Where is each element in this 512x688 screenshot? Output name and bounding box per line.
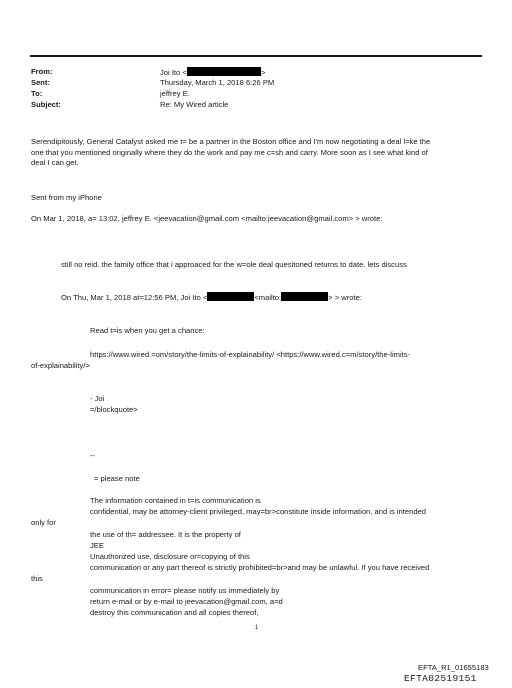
disclaimer-line: return e-mail or by e-mail to jeevacation@gmail.com, a=d <box>90 597 283 606</box>
disclaimer-line: the use of th= addressee. It is the property of <box>90 530 241 539</box>
redaction-box <box>281 292 328 301</box>
read-this-line: Read t=is when you get a chance: <box>90 326 205 335</box>
sent-from-line: Sent from my iPhone <box>31 193 102 202</box>
to-value: jeffrey E. <box>160 89 190 98</box>
quote2-attribution <box>61 292 362 303</box>
disclaimer-line: destroy this communication and all copies thereof, <box>90 608 259 617</box>
disclaimer-line: confidential, may be attorney-client privileged, may=br>constitute inside information, and is intended <box>90 507 427 516</box>
body-line: deal I can get. <box>31 158 79 167</box>
body-paragraph <box>31 137 430 169</box>
doc-id-small: EFTA_R1_01655183 <box>418 663 489 672</box>
disclaimer-line: communication in error= please notify us immediately by <box>90 586 280 595</box>
page-number: 1 <box>255 625 259 631</box>
from-name: Joi Ito < <box>160 68 187 77</box>
body-line: Serendipitously, General Catalyst asked me t= be a partner in the Boston office and I'm now negotiating a deal l=ke the <box>31 137 431 146</box>
to-label: To: <box>31 89 43 98</box>
disclaimer-line: Unauthorized use, disclosure or=copying of this <box>90 552 250 561</box>
please-note-line: = please note <box>94 474 140 483</box>
quote2-mailto: <mailto: <box>254 293 282 302</box>
only-for-text: only for <box>31 518 56 527</box>
disclaimer-line: JEE <box>90 541 104 550</box>
body-line: one that you mentioned originally where they do the work and pay me c=sh and carry. More soon as I see what kind of <box>31 147 428 157</box>
from-label: From: <box>31 67 53 76</box>
from-close: > <box>260 68 266 77</box>
article-link-line1[interactable]: https://www.wired.=om/story/the-limits-of-explainability/ <https://www.wired.c=m/story/the-limits- <box>90 350 411 359</box>
from-value <box>160 67 265 78</box>
this-text: this <box>31 574 43 583</box>
disclaimer-line: communication or any part thereof is strictly prohibited=br>and may be unlawful. If you have received <box>90 563 430 572</box>
separator-dashes: -- <box>90 451 96 460</box>
article-link-line2[interactable]: of-explainability/> <box>31 361 90 370</box>
redaction-box <box>207 292 254 301</box>
disclaimer-line: The information contained in t=is communication is <box>90 496 261 505</box>
subject-label: Subject: <box>31 100 61 109</box>
signature-name: - Joi <box>90 394 105 403</box>
quote1-text: still no reid. the family office that i approaced for the w=ole deal quesitoned returns to date. lets discuss <box>61 260 407 269</box>
doc-id-big: EFTA02519151 <box>404 673 477 684</box>
quote2-prefix: On Thu, Mar 1, 2018 at=12:56 PM, Joi Ito < <box>61 293 208 302</box>
blockquote-tag: =/blockquote> <box>90 405 138 414</box>
sent-label: Sent: <box>31 78 50 87</box>
sent-value: Thursday, March 1, 2018 6:26 PM <box>160 78 275 87</box>
header-rule <box>30 55 482 57</box>
subject-value: Re: My Wired article <box>160 100 229 109</box>
quote2-suffix: > > wrote: <box>328 293 362 302</box>
redaction-box <box>187 67 261 76</box>
quote1-attribution: On Mar 1, 2018, a= 13:02, jeffrey E. <jeevacation@gmail.com <mailto:jeevacation@gmail.com> > wrote: <box>31 214 383 223</box>
